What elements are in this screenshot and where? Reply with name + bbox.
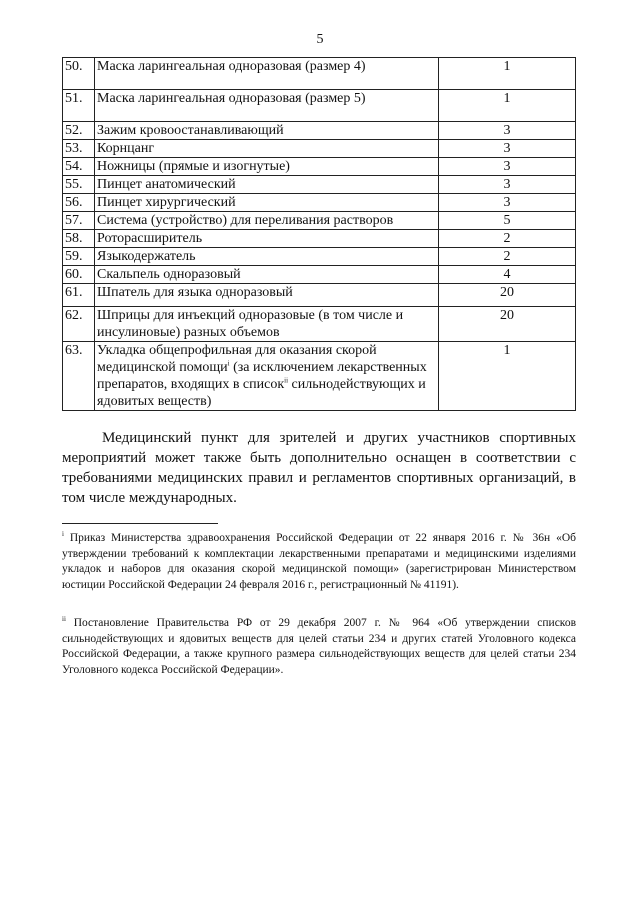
table-row: [63, 58, 576, 90]
item-quantity: 1: [439, 342, 576, 411]
item-quantity: 2: [439, 248, 576, 266]
item-name: Шпатель для языка одноразовый: [95, 284, 439, 307]
item-name-part: Укладка общепрофильная для оказания скорой медицинской помощи: [97, 343, 377, 375]
table-row: [63, 307, 576, 342]
row-number: 58.: [63, 230, 95, 248]
table-row: [63, 176, 576, 194]
item-quantity: 3: [439, 122, 576, 140]
item-name-part: (за исключением лекарственных препаратов, входящих в список: [97, 360, 427, 392]
row-number: 63.: [63, 342, 95, 411]
body-paragraph: Медицинский пункт для зрителей и других участников спортивных мероприятий может также быть дополнительно оснащен в соответствии с требованиями медицинских правил и регламентов спортивных организаций, в том числе международных.: [62, 430, 576, 506]
row-number: 56.: [63, 194, 95, 212]
row-number: 62.: [63, 307, 95, 342]
footnote-ref: ii: [284, 376, 289, 385]
footnote-divider: [62, 523, 218, 524]
table-row: [63, 212, 576, 230]
item-quantity: 4: [439, 266, 576, 284]
item-name: Маска ларингеальная одноразовая (размер 5): [95, 90, 439, 122]
row-number: 57.: [63, 212, 95, 230]
item-quantity: 1: [439, 90, 576, 122]
footnote-text: Приказ Министерства здравоохранения Российской Федерации от 22 января 2016 г. № 36н «Об утверждении требований к комплектации лекарственными препаратами и медицинскими изделиями укладок и наборов для оказания скорой медицинской помощи» (зарегистрирован Министерством юстиции Российской Федерации 24 февраля 2016 г., регистрационный № 41191).: [62, 532, 576, 591]
item-quantity: 3: [439, 176, 576, 194]
item-name: Роторасширитель: [95, 230, 439, 248]
item-name: [95, 342, 439, 411]
page-number: 5: [316, 32, 324, 47]
item-quantity: 3: [439, 158, 576, 176]
table-row: [63, 342, 576, 411]
footnote-mark: ii: [62, 615, 66, 624]
item-name: Маска ларингеальная одноразовая (размер 4): [95, 58, 439, 90]
item-name: Пинцет хирургический: [95, 194, 439, 212]
table-row: [63, 194, 576, 212]
item-quantity: 5: [439, 212, 576, 230]
table-row: [63, 230, 576, 248]
item-name: Ножницы (прямые и изогнутые): [95, 158, 439, 176]
item-name: Система (устройство) для переливания растворов: [95, 212, 439, 230]
item-quantity: 2: [439, 230, 576, 248]
item-quantity: 1: [439, 58, 576, 90]
row-number: 55.: [63, 176, 95, 194]
row-number: 50.: [63, 58, 95, 90]
item-quantity: 3: [439, 194, 576, 212]
row-number: 54.: [63, 158, 95, 176]
footnote: [62, 531, 576, 593]
item-quantity: 3: [439, 140, 576, 158]
row-number: 59.: [63, 248, 95, 266]
row-number: 52.: [63, 122, 95, 140]
table-row: [63, 122, 576, 140]
row-number: 51.: [63, 90, 95, 122]
item-name: Языкодержатель: [95, 248, 439, 266]
footnote-mark: i: [62, 530, 64, 539]
item-name: Зажим кровоостанавливающий: [95, 122, 439, 140]
item-quantity: 20: [439, 284, 576, 307]
item-name-part: сильнодействующих и ядовитых веществ): [97, 377, 426, 409]
footnote-text: Постановление Правительства РФ от 29 декабря 2007 г. № 964 «Об утверждении списков сильнодействующих и ядовитых веществ для целей статьи 234 и других статей Уголовного кодекса Российской Федерации, а также крупного размера сильнодействующих веществ для целей статьи 234 Уголовного кодекса Российской Федерации».: [62, 617, 576, 676]
row-number: 53.: [63, 140, 95, 158]
table-row: [63, 266, 576, 284]
table-row: [63, 90, 576, 122]
item-name: Корнцанг: [95, 140, 439, 158]
item-name: Скальпель одноразовый: [95, 266, 439, 284]
table-row: [63, 248, 576, 266]
item-name: Пинцет анатомический: [95, 176, 439, 194]
table-row: [63, 158, 576, 176]
item-quantity: 20: [439, 307, 576, 342]
row-number: 60.: [63, 266, 95, 284]
table-row: [63, 284, 576, 307]
table-row: [63, 140, 576, 158]
row-number: 61.: [63, 284, 95, 307]
item-name: Шприцы для инъекций одноразовые (в том числе и инсулиновые) разных объемов: [95, 307, 439, 342]
footnote: [62, 616, 576, 678]
footnote-ref: i: [227, 359, 230, 368]
equipment-table: [62, 57, 576, 411]
